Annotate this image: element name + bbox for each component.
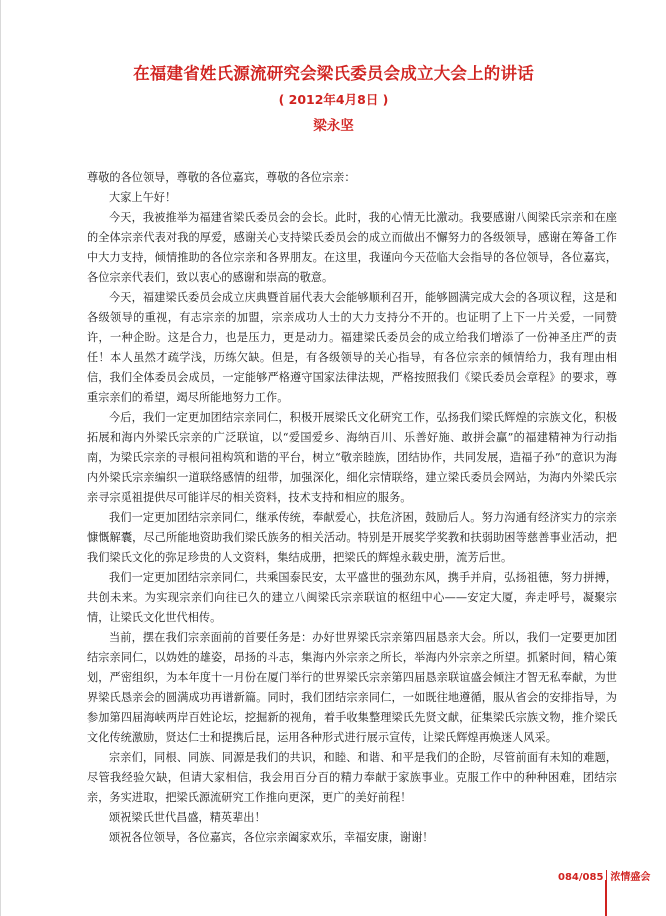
closing-line-2: 颂祝各位领导，各位嘉宾，各位宗亲阖家欢乐，幸福安康，谢谢！ bbox=[109, 831, 434, 844]
speech-body bbox=[87, 168, 617, 848]
salutation: 尊敬的各位领导，尊敬的各位嘉宾，尊敬的各位宗亲： bbox=[87, 171, 356, 184]
footer-vertical-rule bbox=[605, 880, 607, 916]
paragraph-1: 今天，我被推举为福建省梁氏委员会的会长。此时，我的心情无比激动。我要感谢八闽梁氏宗亲和在座的全体宗亲代表对我的厚爱，感谢关心支持梁氏委员会的成立而做出不懈努力的各级领导，感谢在筹备工作中大力支持，倾情推助的各位宗亲和各界朋友。在这里，我谨向今天莅临大会指导的各位领导，各位嘉宾，各位宗亲代表们，致以衷心的感谢和崇高的敬意。 bbox=[87, 211, 617, 284]
paragraph-6: 当前，摆在我们宗亲面前的首要任务是：办好世界梁氏宗亲第四届恳亲大会。所以，我们一定要更加团结宗亲同仁，以妫姓的雄姿，昂扬的斗志，集海内外宗亲之所长，举海内外宗亲之所望。抓紧时间，精心策划，严密组织，为本年度十一月份在厦门举行的世界梁氏宗亲第四届恳亲联谊盛会倾注才智无私奉献，为世界梁氏恳亲会的圆满成功再谱新篇。同时，我们团结宗亲同仁，一如既往地遵循，服从省会的安排指导，为参加第四届海峡两岸百姓论坛，挖掘新的视角，着手收集整理梁氏先贤文献，征集梁氏宗族文物，推介梁氏文化传统激励，贤达仁士和提携后昆，运用各种形式进行展示宣传，让梁氏辉煌再焕迷人风采。 bbox=[87, 631, 617, 744]
paragraph-4: 我们一定更加团结宗亲同仁，继承传统，奉献爱心，扶危济困，鼓励后人。努力沟通有经济实力的宗亲慷慨解囊，尽己所能地资助我们梁氏族务的相关活动。特别是开展奖学奖教和扶弱助困等慈善事业活动，把我们梁氏文化的弥足珍贵的人文资料，集结成册，把梁氏的辉煌永载史册，流芳后世。 bbox=[87, 511, 617, 564]
section-name: 浓情盛会 bbox=[610, 872, 651, 883]
paragraph-7: 宗亲们，同根、同族、同源是我们的共识，和睦、和谐、和平是我们的企盼，尽管前面有未知的难题，尽管我经验欠缺，但请大家相信，我会用百分百的精力奉献于家族事业。克服工作中的种种困难，团结宗亲，务实进取，把梁氏源流研究工作推向更深，更广的美好前程！ bbox=[87, 751, 617, 804]
paragraph-3: 今后，我们一定更加团结宗亲同仁，积极开展梁氏文化研究工作，弘扬我们梁氏辉煌的宗族文化，积极拓展和海内外梁氏宗亲的广泛联谊，以“爱国爱乡、海纳百川、乐善好施、敢拼会赢”的福建精神为行动指南，为梁氏宗亲的寻根问祖构筑和谐的平台，树立“敬亲睦族，团结协作，共同发展，造福子孙”的意识为海内外梁氏宗亲编织一道联络感情的纽带，加强深化，细化宗情联络，建立梁氏委员会网站，为海内外梁氏宗亲寻宗觅祖提供尽可能详尽的相关资料，技术支持和相应的服务。 bbox=[87, 411, 617, 504]
paragraph-2: 今天，福建梁氏委员会成立庆典暨首届代表大会能够顺利召开，能够圆满完成大会的各项议程，这是和各级领导的重视，有志宗亲的加盟，宗亲成功人士的大力支持分不开的。也证明了上下一片关爱，一同赞许，一种企盼。这是合力，也是压力，更是动力。福建梁氏委员会的成立给我们增添了一份神圣庄严的责任！本人虽然才疏学浅，历练欠缺。但是，有各级领导的关心指导，有各位宗亲的倾情给力，我有理由相信，我们全体委员会成员，一定能够严格遵守国家法律法规，严格按照我们《梁氏委员会章程》的要求，尊重宗亲们的希望，竭尽所能地努力工作。 bbox=[87, 291, 617, 404]
closing-line-1: 颂祝梁氏世代昌盛，精英辈出！ bbox=[109, 811, 266, 824]
page-number: 084/085 bbox=[558, 872, 604, 883]
speech-date: ( 2012年4月8日 ) bbox=[278, 92, 389, 107]
speech-author: 梁永坚 bbox=[313, 118, 354, 134]
greeting: 大家上午好！ bbox=[109, 191, 177, 204]
paragraph-5: 我们一定更加团结宗亲同仁，共乘国泰民安，太平盛世的强劲东风，携手并肩，弘扬祖德，努力拼搏，共创未来。为实现宗亲们向往已久的建立八闽梁氏宗亲联谊的枢纽中心——安定大厦，奔走呼号，凝聚宗情，让梁氏文化世代相传。 bbox=[87, 571, 617, 624]
speech-title: 在福建省姓氏源流研究会梁氏委员会成立大会上的讲话 bbox=[133, 64, 534, 83]
